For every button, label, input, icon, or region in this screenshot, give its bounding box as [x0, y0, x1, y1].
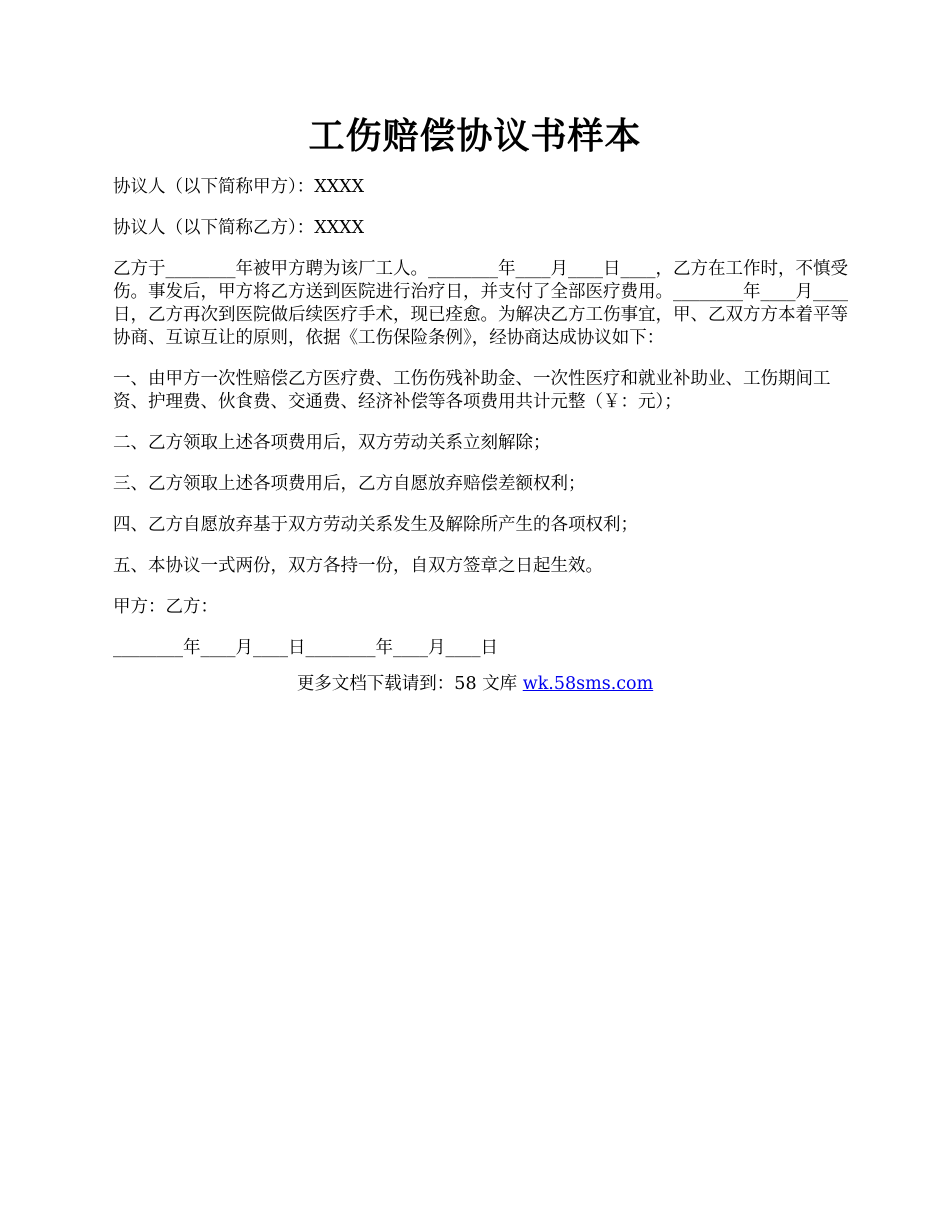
date-line: ________年____月____日________年____月____日: [113, 638, 498, 658]
footer-prefix: 更多文档下载请到：58 文库: [296, 674, 523, 694]
background-paragraph: 乙方于________年被甲方聘为该厂工人。________年____月____日____，乙方在工作时，不慎受伤。事发后，甲方将乙方送到医院进行治疗日，并支付了全部医疗费用。________年____月____日，乙方再次到医院做后续医疗手术，现已痊愈。为解决乙方工伤事宜，甲、乙双方方本着平等协商、互谅互让的原则，依据《工伤保险条例》，经协商达成协议如下：: [113, 259, 848, 348]
footer-link[interactable]: wk.58sms.com: [522, 674, 654, 694]
clause-5: 五、本协议一式两份，双方各持一份，自双方签章之日起生效。: [113, 556, 603, 576]
footer-note: [0, 672, 950, 696]
clause-4: 四、乙方自愿放弃基于双方劳动关系发生及解除所产生的各项权利；: [113, 515, 638, 535]
party-b-line: 协议人（以下简称乙方）：XXXX: [113, 218, 365, 238]
document-body: [113, 176, 853, 678]
party-a-line: 协议人（以下简称甲方）：XXXX: [113, 177, 365, 197]
clause-3: 三、乙方领取上述各项费用后，乙方自愿放弃赔偿差额权利；: [113, 474, 586, 494]
clause-1: 一、由甲方一次性赔偿乙方医疗费、工伤伤残补助金、一次性医疗和就业补助业、工伤期间工资、护理费、伙食费、交通费、经济补偿等各项费用共计元整（￥：元）；: [113, 369, 831, 412]
document-title: 工伤赔偿协议书样本: [308, 115, 642, 157]
clause-2: 二、乙方领取上述各项费用后，双方劳动关系立刻解除；: [113, 433, 551, 453]
signature-line: 甲方：乙方：: [113, 597, 218, 617]
